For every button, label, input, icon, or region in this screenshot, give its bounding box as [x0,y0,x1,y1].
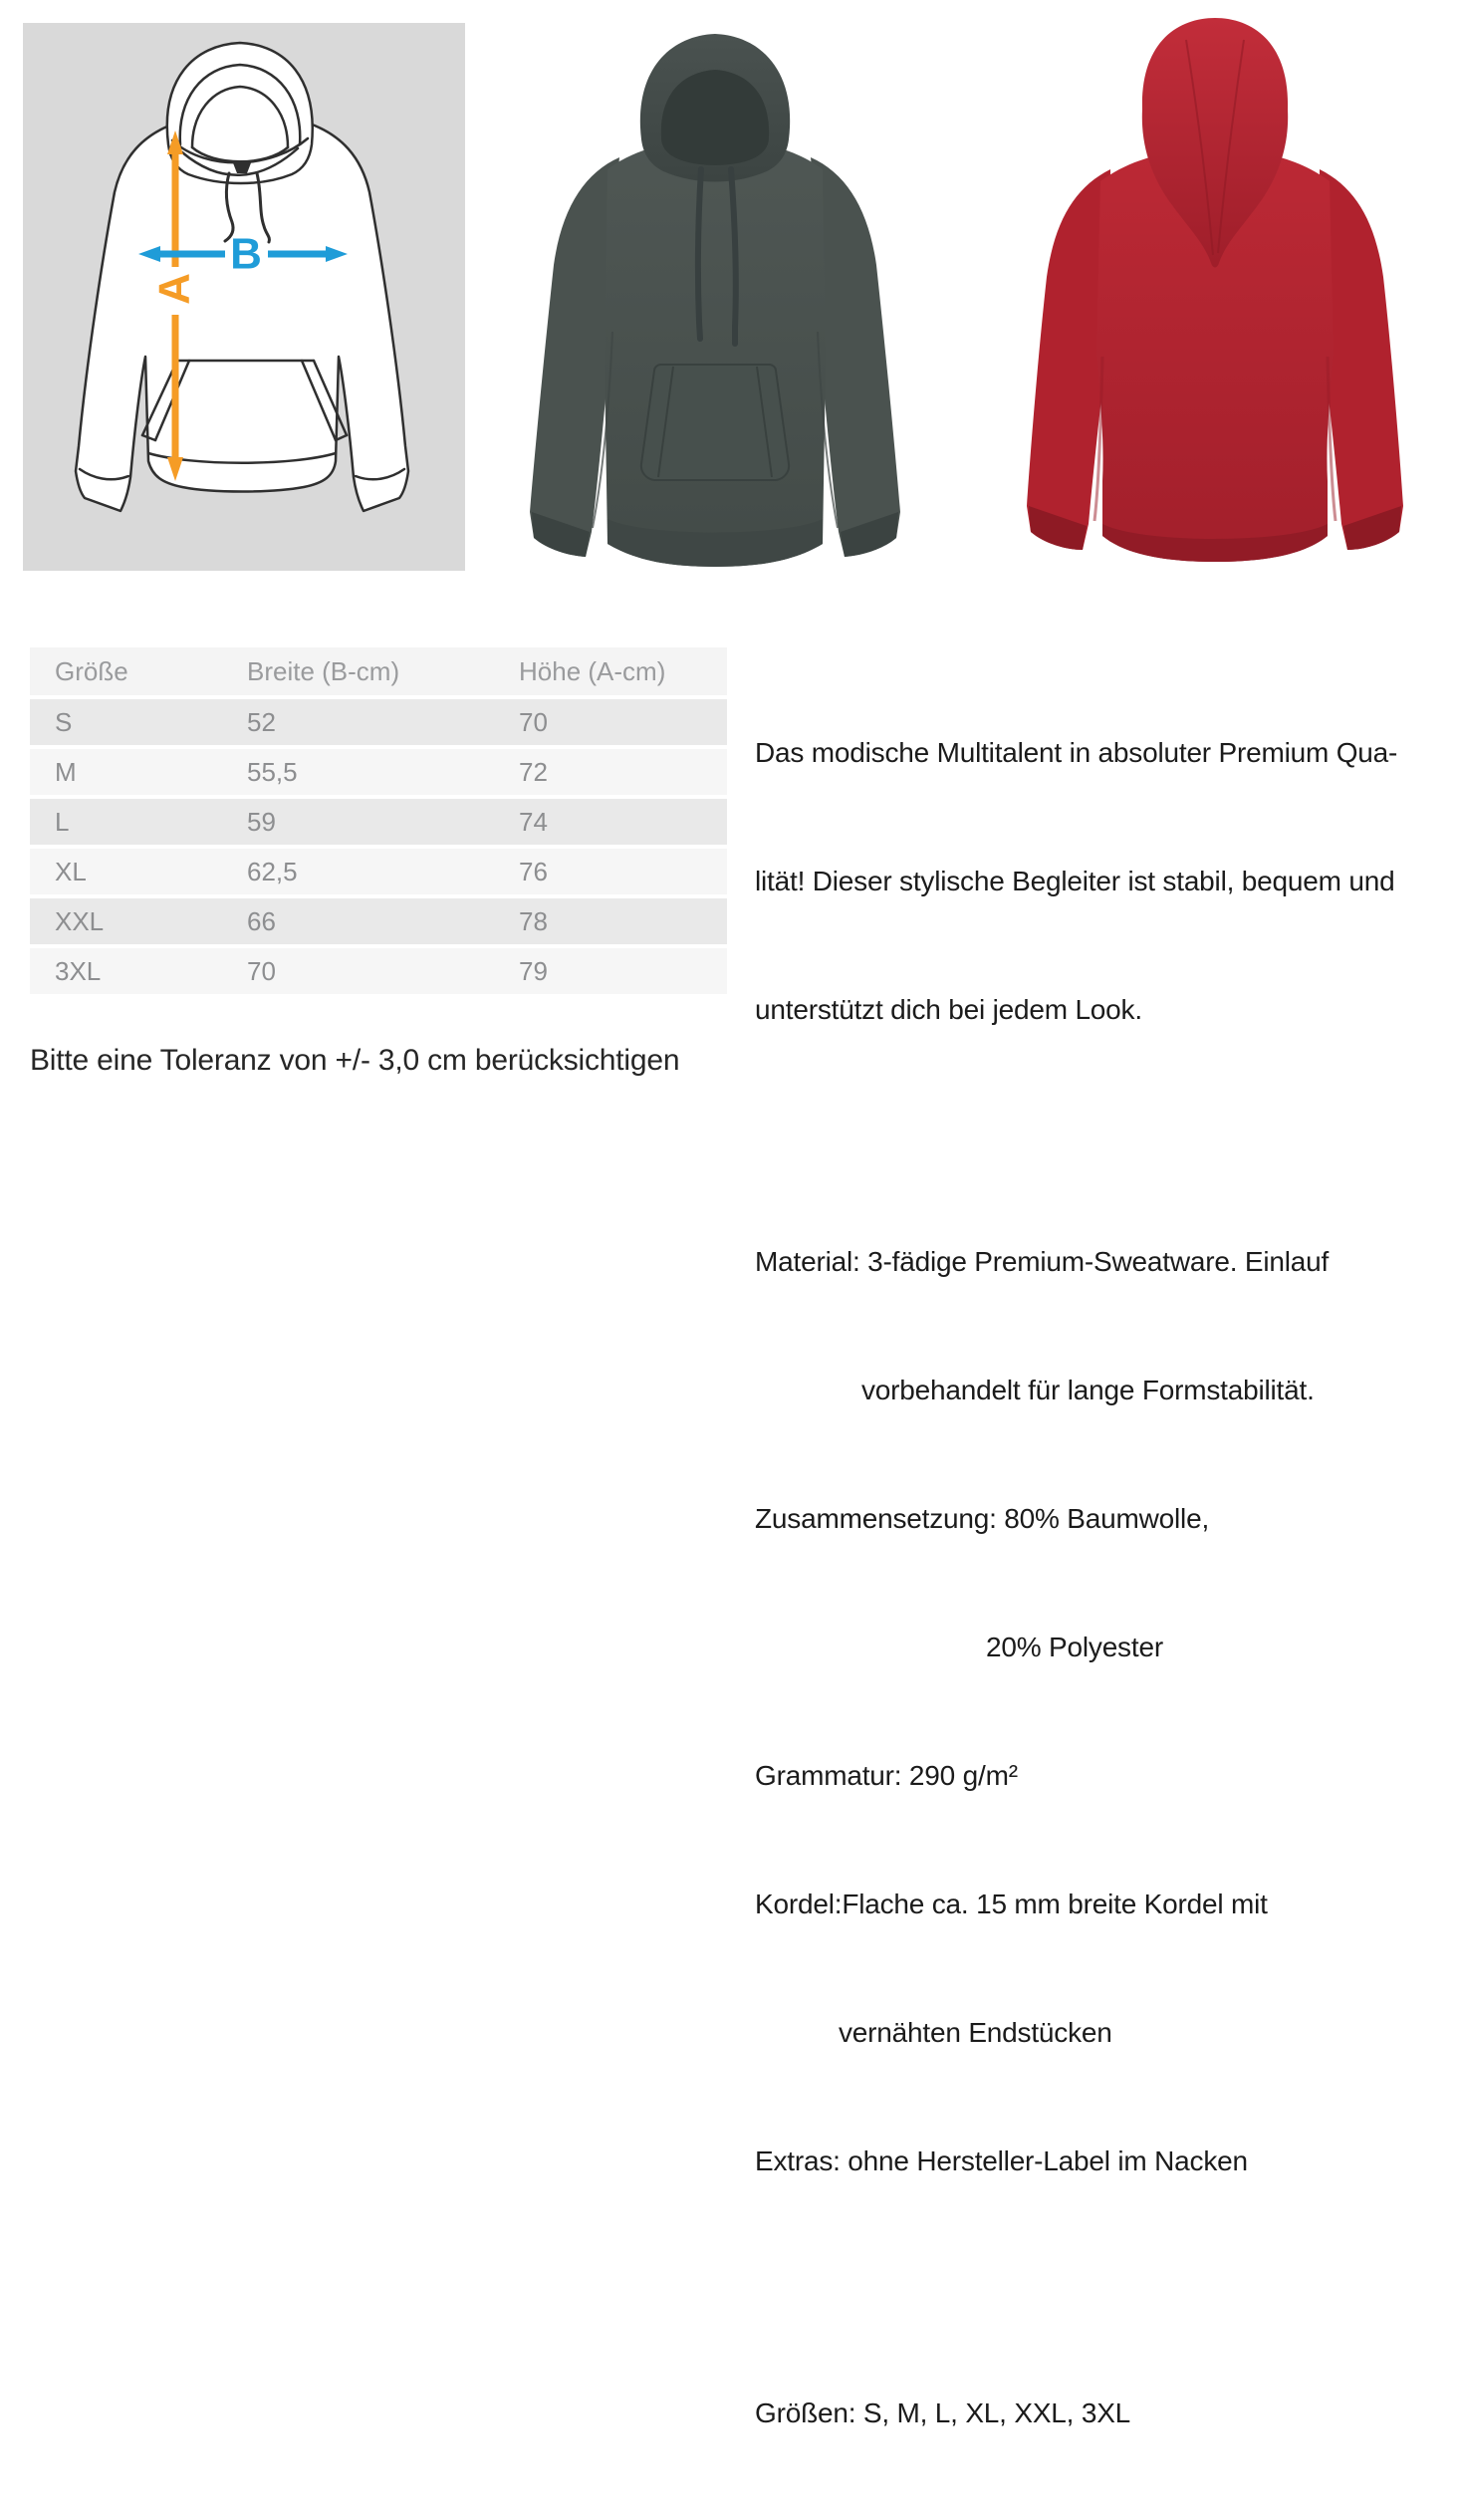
size-cell: XXL [55,905,105,936]
table-row-m [30,749,727,795]
table-row-xxl [30,898,727,944]
description-line: Zusammensetzung: 80% Baumwolle, [755,1503,1210,1534]
size-cell: XL [55,856,87,886]
breite-cell: 62,5 [247,856,298,886]
spacer [755,1117,1457,1154]
hoodie-measurement-diagram [23,23,465,571]
description-line: Extras: ohne Hersteller-Label im Nacken [755,2145,1248,2176]
hoodie-back-shape [1027,18,1403,562]
hoehe-cell: 79 [519,955,548,986]
breite-cell: 66 [247,905,276,936]
hoehe-cell: 78 [519,905,548,936]
table-row-xl [30,849,727,894]
hoehe-cell: 74 [519,806,548,837]
size-table [30,647,727,998]
col-header-groesse: Größe [55,655,128,686]
product-photo-front [496,18,934,576]
product-photo-back [981,8,1449,576]
measure-label-b: B [230,229,262,279]
size-cell: 3XL [55,955,102,986]
col-header-breite: Breite (B-cm) [247,655,400,686]
breite-cell: 59 [247,806,276,837]
hoodie-front-image [496,18,934,576]
description-line: vorbehandelt für lange Formstabilität. [861,1375,1315,1405]
description-line: Material: 3-fädige Premium-Sweatware. Einlauf [755,1246,1330,1277]
table-row-3xl [30,948,727,994]
measure-label-a: A [149,273,199,305]
breite-cell: 52 [247,706,276,737]
size-cell: M [55,756,77,787]
description-line: lität! Dieser stylische Begleiter ist stabil, bequem und [755,866,1395,896]
description-line: Grammatur: 290 g/m² [755,1760,1018,1791]
table-row-s [30,699,727,745]
tolerance-note: Bitte eine Toleranz von +/- 3,0 cm berücksichtigen [30,1044,680,1077]
breite-cell: 70 [247,955,276,986]
hoodie-front-shape [530,34,900,567]
hoehe-cell: 76 [519,856,548,886]
spacer [755,2268,1457,2306]
description-line: Kordel:Flache ca. 15 mm breite Kordel mit [755,1889,1268,1919]
size-cell: L [55,806,70,837]
product-description [755,645,1457,2520]
kangaroo-pocket [641,365,789,480]
description-line: vernähten Endstücken [839,2017,1112,2048]
col-header-hoehe: Höhe (A-cm) [519,655,666,686]
size-table-header-row [30,647,727,695]
hoodie-back-image [981,8,1449,576]
table-row-l [30,799,727,845]
description-line: Größen: S, M, L, XL, XXL, 3XL [755,2397,1131,2428]
breite-cell: 55,5 [247,756,298,787]
description-line: 20% Polyester [986,1632,1163,1662]
size-diagram-panel [23,23,465,571]
hoehe-cell: 70 [519,706,548,737]
size-cell: S [55,706,73,737]
description-line: Das modische Multitalent in absoluter Premium Qua- [755,737,1398,768]
hoehe-cell: 72 [519,756,548,787]
description-line: unterstützt dich bei jedem Look. [755,994,1142,1025]
